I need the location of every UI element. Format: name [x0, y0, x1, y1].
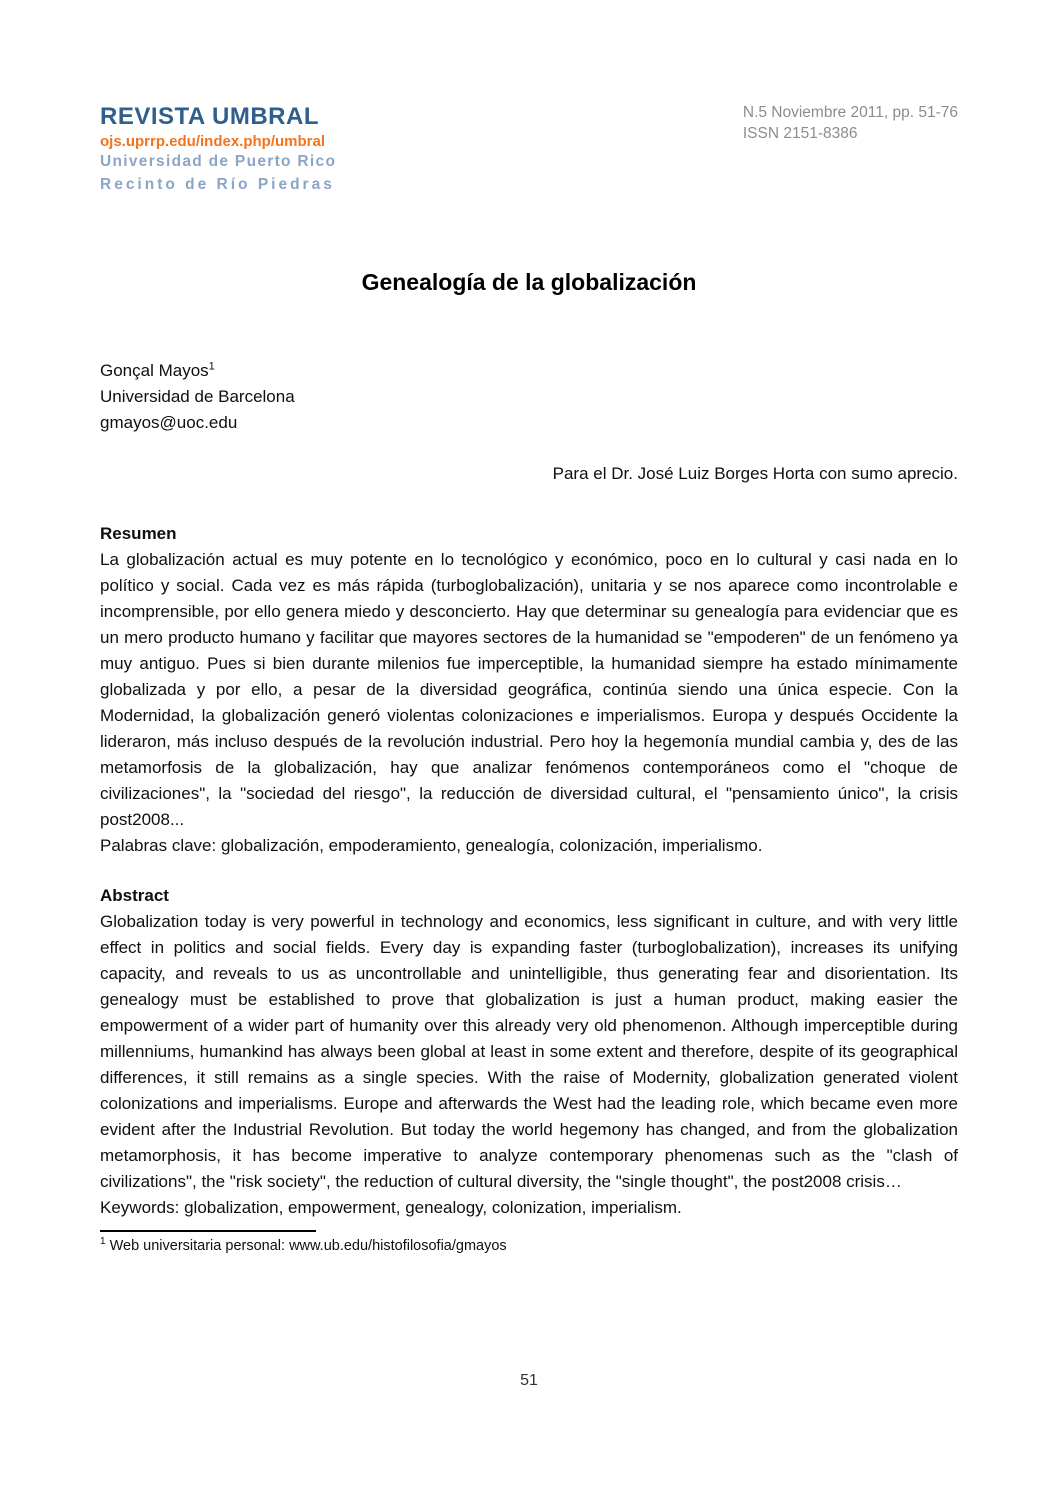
journal-url-link[interactable]: ojs.uprrp.edu/index.php/umbral	[100, 132, 326, 150]
resumen-keywords: Palabras clave: globalización, empoderamiento, genealogía, colonización, imperialismo.	[100, 836, 763, 856]
footnote-label: Web universitaria personal:	[109, 1238, 286, 1255]
issue-info: N.5 Noviembre 2011, pp. 51-76	[742, 104, 958, 121]
journal-header	[100, 103, 958, 193]
resumen-heading: Resumen	[100, 524, 177, 544]
footnote-url-link[interactable]: www.ub.edu/histofilosofia/gmayos	[289, 1238, 507, 1255]
author-name-line	[100, 358, 958, 384]
author-email-link[interactable]: gmayos@uoc.edu	[100, 413, 238, 433]
dedication: Para el Dr. José Luiz Borges Horta con sumo aprecio.	[552, 464, 958, 484]
abstract-heading: Abstract	[100, 886, 169, 906]
author-name: Gonçal Mayos	[100, 361, 209, 381]
author-block	[100, 358, 958, 436]
resumen-body: La globalización actual es muy potente en lo tecnológico y económico, poco en lo cultural y casi nada en lo político y social. Cada vez es más rápida (turboglobalización), unitaria y se nos aparece como incontrolable e incomprensible, por ello genera miedo y desconcierto. Hay que determinar su genealogía para evidenciar que es un mero producto humano y facilitar que mayores sectores de la humanidad se "empoderen" de un fenómeno ya muy antiguo. Pues si bien durante milenios fue imperceptible, la humanidad siempre ha estado mínimamente globalizada y por ello, a pesar de la diversidad geográfica, continúa siendo una única especie. Con la Modernidad, la globalización generó violentas colonizaciones e imperialismos. Europa y después Occidente la lideraron, más incluso después de la revolución industrial. Pero hoy la hegemonía mundial cambia y, des de las metamorfosis de la globalización, hay que analizar fenómenos contemporáneos como el "choque de civilizaciones", la "sociedad del riesgo", la reducción de diversidad cultural, el "pensamiento único", la crisis post2008...	[100, 550, 958, 830]
journal-institution: Universidad de Puerto Rico	[100, 152, 337, 170]
abstract-keywords: Keywords: globalization, empowerment, genealogy, colonization, imperialism.	[100, 1198, 682, 1218]
abstract-body: Globalization today is very powerful in technology and economics, less significant in culture, and with very little effect in politics and social fields. Every day is expanding faster (turboglobalization), increases its unifying capacity, and reveals to us as uncontrollable and unintelligible, thus generating fear and disorientation. Its genealogy must be established to prove that globalization is just a human product, making easier the empowerment of a wider part of humanity over this already very old phenomenon. Although imperceptible during millenniums, humankind has always been global at least in some extent and therefore, despite of its geographical differences, it still remains as a single species. With the raise of Modernity, globalization generated violent colonizations and imperialisms. Europe and afterwards the West had the leading role, which became even more evident after the Industrial Revolution. But today the world hegemony has changed, and from the globalization metamorphosis, it has become imperative to analyze contemporary phenomenas such as the "clash of civilizations", the "risk society", the reduction of cultural diversity, the "single thought", the post2008 crisis…	[100, 912, 958, 1192]
article-title: Genealogía de la globalización	[361, 269, 697, 296]
journal-campus: Recinto de Río Piedras	[100, 175, 335, 193]
footnote-ref: 1	[100, 1236, 106, 1248]
author-footnote-ref: 1	[208, 360, 215, 373]
footnote	[100, 1236, 958, 1256]
issn: ISSN 2151-8386	[742, 124, 858, 142]
journal-identity	[100, 103, 336, 193]
journal-name: REVISTA UMBRAL	[100, 103, 319, 130]
issue-info-block	[743, 103, 958, 145]
author-affiliation: Universidad de Barcelona	[100, 387, 295, 407]
page-number: 51	[520, 1372, 538, 1389]
footnote-separator	[100, 1230, 316, 1232]
